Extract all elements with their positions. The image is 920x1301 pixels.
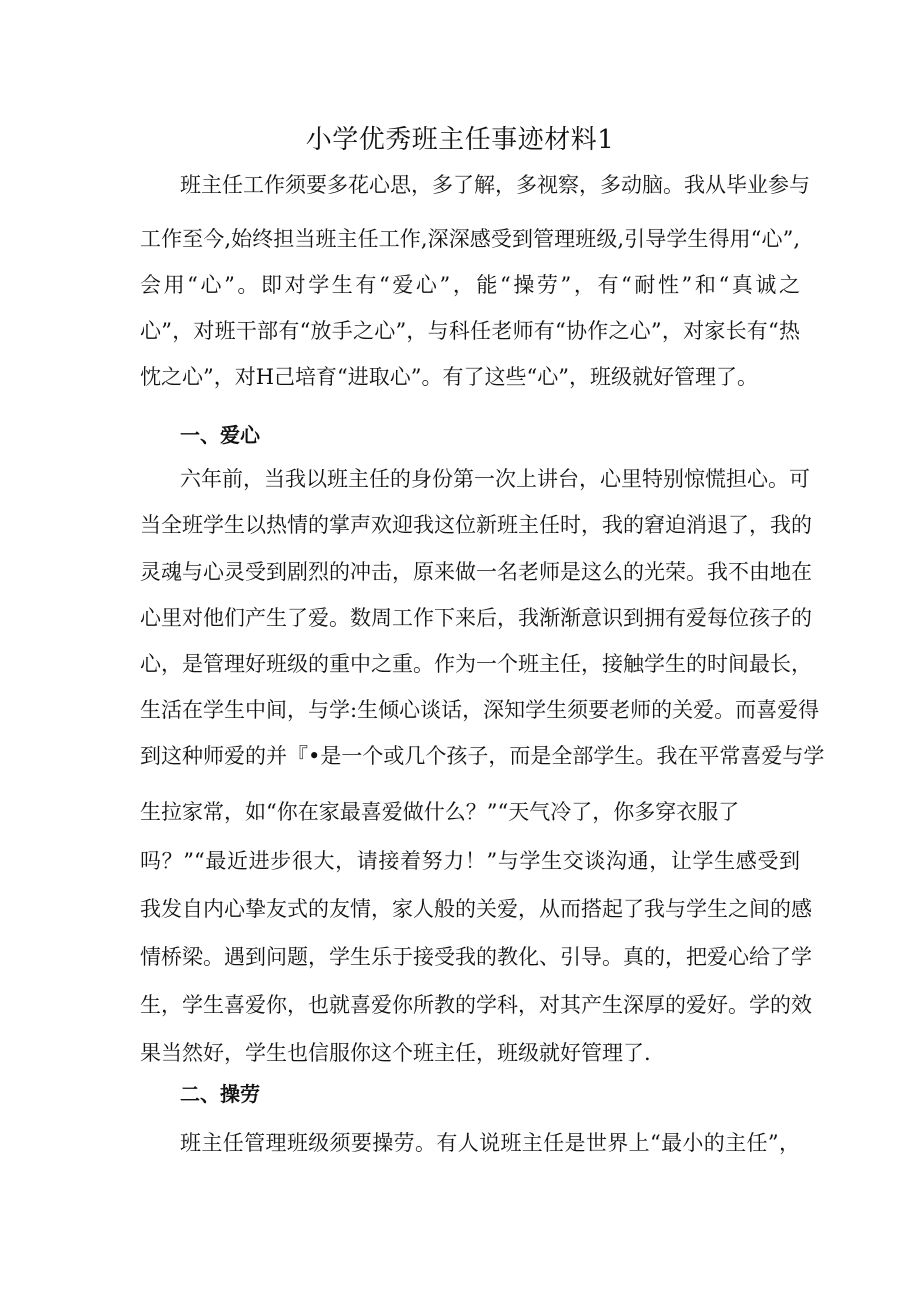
paragraph-line: 心，是管理好班级的重中之重。作为一个班主任，接触学生的时间最长，: [140, 652, 812, 676]
document-title: 小学优秀班主任事迹材料1: [305, 125, 615, 155]
paragraph-line: 到这种师爱的并『•是一个或几个孩子，而是全部学生。我在平常喜爱与学: [140, 744, 825, 768]
paragraph-line: 生拉家常，如“你在家最喜爱做什么？”“天气冷了，你多穿衣服了: [140, 800, 740, 824]
paragraph-line: 生，学生喜爱你，也就喜爱你所教的学科，对其产生深厚的爱好。学的效: [140, 993, 812, 1017]
paragraph-line: 我发自内心挚友式的友情，家人般的关爱，从而搭起了我与学生之间的感: [140, 897, 812, 921]
paragraph-line: 情桥梁。遇到问题，学生乐于接受我的教化、引导。真的，把爱心给了学: [140, 945, 812, 969]
paragraph-line: 忱之心”，对H己培育“进取心”。有了这些“心”，班级就好管理了。: [140, 365, 758, 389]
section-heading: 二、操劳: [180, 1082, 260, 1106]
paragraph-line: 六年前，当我以班主任的身份第一次上讲台，心里特别惊慌担心。可: [180, 467, 810, 491]
paragraph-line: 吗？”“最近进步很大，请接着努力！”与学生交谈沟通，让学生感受到: [140, 849, 800, 873]
paragraph-line: 生活在学生中间，与学:生倾心谈话，深知学生须要老师的关爱。而喜爱得: [140, 698, 820, 722]
paragraph-line: 心里对他们产生了爱。数周工作下来后，我渐渐意识到拥有爱每位孩子的: [140, 606, 812, 630]
paragraph-line: 果当然好，学生也信服你这个班主任，班级就好管理了.: [140, 1041, 651, 1065]
section-heading: 一、爱心: [180, 423, 260, 447]
paragraph-line: 心”，对班干部有“放手之心”，与科任老师有“协作之心”，对家长有“热: [140, 319, 800, 343]
paragraph-line: 会用“心”。即对学生有“爱心”，能“操劳”，有“耐性”和“真诚之: [140, 273, 800, 297]
paragraph-line: 灵魂与心灵受到剧烈的冲击，原来做一名老师是这么的光荣。我不由地在: [140, 560, 812, 584]
paragraph-line: 工作至今,始终担当班主任工作,深深感受到管理班级,引导学生得用“心”,: [140, 227, 800, 251]
paragraph-line: 班主任管理班级须要操劳。有人说班主任是世界上“最小的主任”，: [180, 1131, 800, 1155]
paragraph-line: 班主任工作须要多花心思，多了解，多视察，多动脑。我从毕业参与: [180, 173, 810, 197]
paragraph-line: 当全班学生以热情的掌声欢迎我这位新班主任时，我的窘迫消退了，我的: [140, 513, 812, 537]
